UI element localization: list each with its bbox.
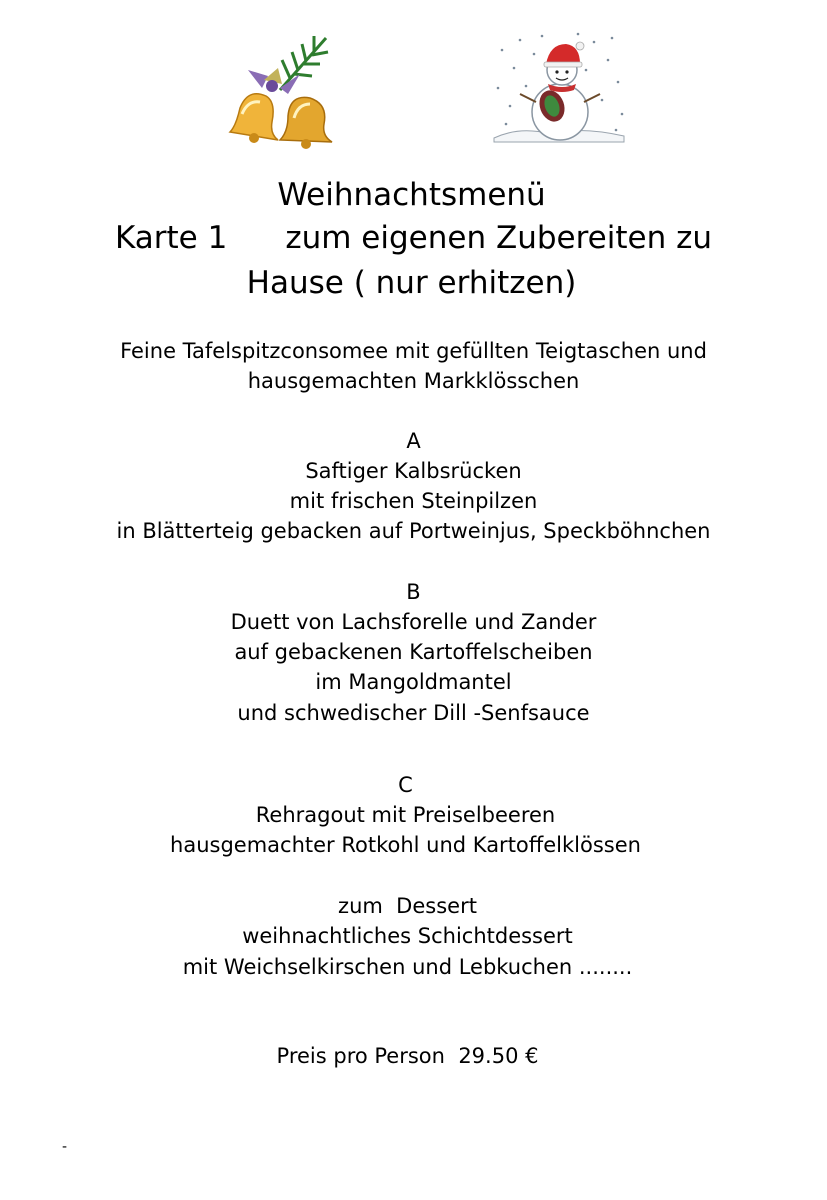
- option-c-letter: C: [398, 773, 413, 797]
- option-b-line-2: auf gebackenen Kartoffelscheiben: [234, 640, 593, 664]
- option-b-line-3: im Mangoldmantel: [315, 670, 512, 694]
- option-a-line-1: Saftiger Kalbsrücken: [305, 459, 522, 483]
- option-b-line-4: und schwedischer Dill -Senfsauce: [237, 701, 590, 725]
- option-b-line-1: Duett von Lachsforelle und Zander: [230, 610, 597, 634]
- dessert-line-1: weihnachtliches Schichtdessert: [242, 924, 573, 948]
- price-per-person: Preis pro Person 29.50 €: [276, 1044, 539, 1068]
- subtitle-text: zum eigenen Zubereiten zu: [285, 220, 712, 256]
- card-number: Karte 1: [114, 220, 228, 256]
- footer-mark: -: [62, 1139, 68, 1155]
- option-c-line-2: hausgemachter Rotkohl und Kartoffelklössen: [170, 833, 641, 857]
- option-a-line-2: mit frischen Steinpilzen: [289, 489, 538, 513]
- christmas-bells-icon: [218, 30, 340, 150]
- starter-line-2: hausgemachten Markklösschen: [247, 369, 580, 393]
- option-b-letter: B: [406, 580, 421, 604]
- option-a-line-3: in Blätterteig gebacken auf Portweinjus, Speckböhnchen: [116, 519, 711, 543]
- option-a-letter: A: [406, 429, 421, 453]
- snowman-icon: [490, 30, 630, 145]
- option-c-line-1: Rehragout mit Preiselbeeren: [255, 803, 556, 827]
- menu-title: Weihnachtsmenü: [277, 177, 546, 213]
- dessert-heading: zum Dessert: [338, 894, 477, 918]
- menu-subtitle: [0, 220, 827, 256]
- menu-subtitle-cont: Hause ( nur erhitzen): [246, 265, 577, 301]
- starter-line-1: Feine Tafelspitzconsomee mit gefüllten Teigtaschen und: [120, 339, 707, 363]
- dessert-line-2: mit Weichselkirschen und Lebkuchen ........: [182, 955, 633, 979]
